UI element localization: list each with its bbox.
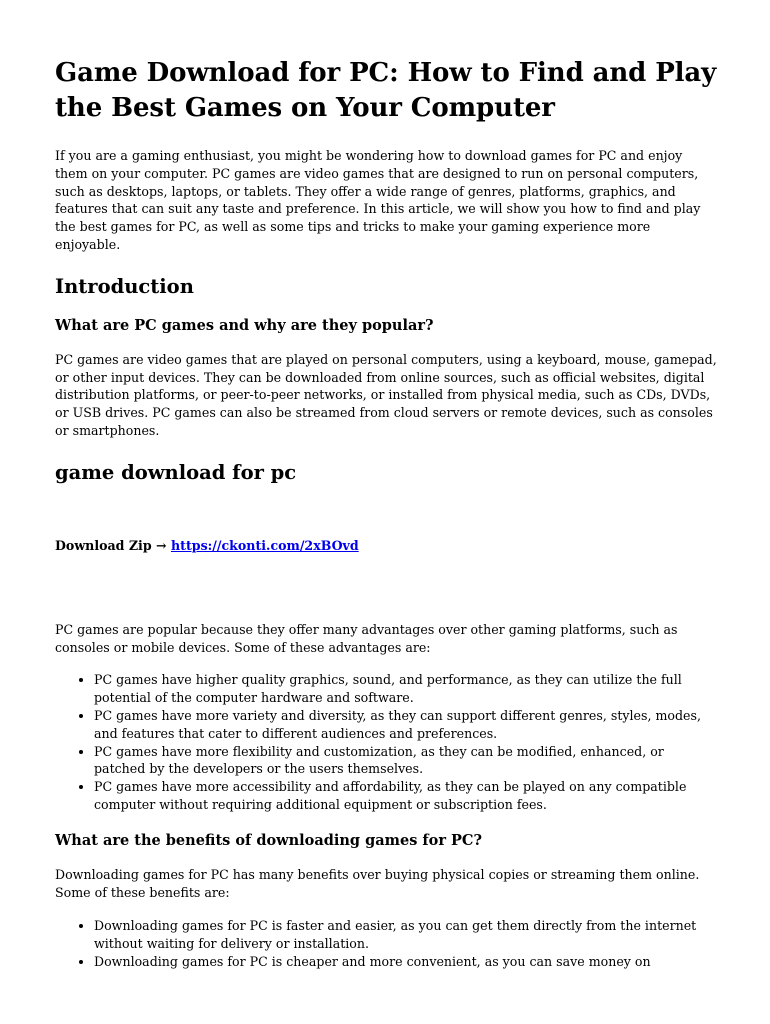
intro-paragraph: If you are a gaming enthusiast, you might be wondering how to download games for PC and enjoy them on your computer. PC games are video games that are designed to run on personal computers, such as desktops, laptops, or tablets. They offer a wide range of genres, platforms, graphics, and features that can suit any taste and preference. In this article, we will show you how to find and play the best games for PC, as well as some tips and tricks to make your gaming experience more enjoyable. bbox=[55, 148, 701, 252]
subheading-benefits: What are the benefits of downloading games for PC? bbox=[55, 831, 482, 849]
list-item: • Downloading games for PC is faster and easier, as you can get them directly from the internet without waiting for delivery or installation. bbox=[94, 917, 717, 953]
download-line bbox=[55, 537, 717, 555]
list-item: • PC games have more variety and diversity, as they can support different genres, styles, modes, and features that cater to different audiences and preferences. bbox=[94, 707, 717, 743]
subheading-what-are-pc-games: What are PC games and why are they popular? bbox=[55, 316, 434, 334]
list-item: • PC games have more accessibility and affordability, as they can be played on any compatible computer without requiring additional equipment or subscription fees. bbox=[94, 778, 717, 814]
popular-paragraph: PC games are popular because they offer many advantages over other gaming platforms, such as consoles or mobile devices. Some of these advantages are: bbox=[55, 621, 678, 655]
list-item: • PC games have higher quality graphics, sound, and performance, as they can utilize the full potential of the computer hardware and software. bbox=[94, 671, 717, 707]
pc-games-paragraph: PC games are video games that are played on personal computers, using a keyboard, mouse, gamepad, or other input devices. They can be downloaded from online sources, such as official websites, digital distribution platforms, or peer-to-peer networks, or installed from physical media, such as CDs, DVDs, or USB drives. PC games can also be streamed from cloud servers or remote devices, such as consoles or smartphones. bbox=[55, 351, 717, 438]
list-item: • PC games have more flexibility and customization, as they can be modified, enhanced, or patched by the developers or the users themselves. bbox=[94, 743, 717, 779]
advantages-list bbox=[55, 671, 717, 813]
document-page bbox=[55, 56, 717, 971]
section-heading-introduction: Introduction bbox=[55, 274, 194, 298]
benefits-list bbox=[55, 917, 717, 970]
download-link[interactable]: https://ckonti.com/2xBOvd bbox=[170, 537, 359, 553]
section-heading-game-download: game download for pc bbox=[55, 460, 297, 484]
list-item: • Downloading games for PC is cheaper and more convenient, as you can save money on bbox=[94, 953, 717, 971]
benefits-paragraph: Downloading games for PC has many benefits over buying physical copies or streaming them online. Some of these benefits are: bbox=[55, 866, 700, 900]
download-label: Download Zip → bbox=[55, 537, 171, 553]
article-title: Game Download for PC: How to Find and Play the Best Games on Your Computer bbox=[55, 58, 717, 123]
